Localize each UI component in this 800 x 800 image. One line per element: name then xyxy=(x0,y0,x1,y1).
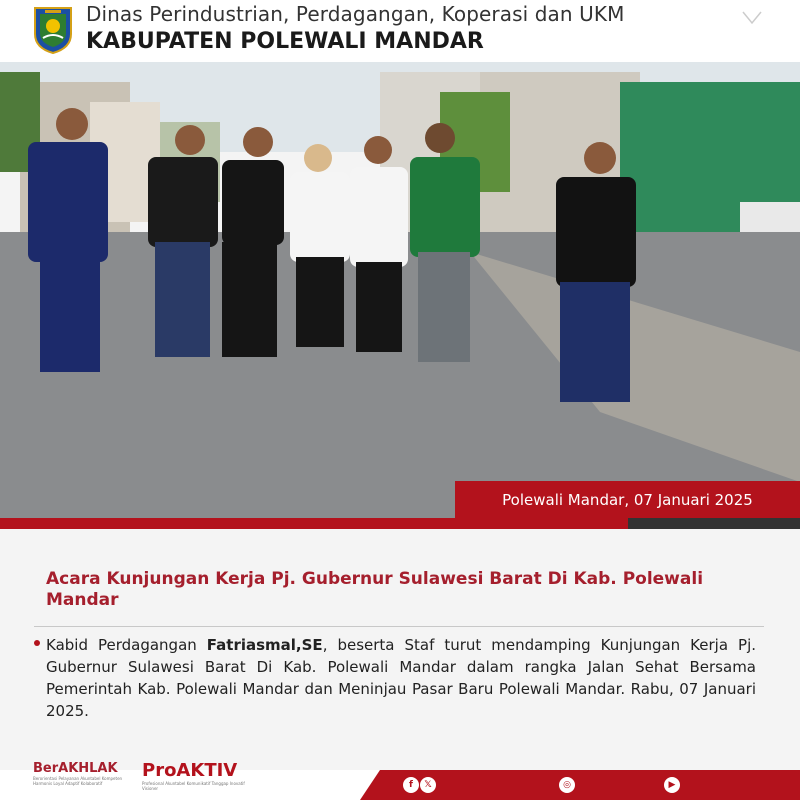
facebook-icon[interactable]: f xyxy=(403,777,419,793)
x-icon[interactable]: 𝕏 xyxy=(420,777,436,793)
berakhlak-label: BerAKHLAK xyxy=(33,761,118,776)
regency-emblem-icon xyxy=(31,6,75,54)
chevron-down-icon xyxy=(741,10,763,26)
article-title: Acara Kunjungan Kerja Pj. Gubernur Sulawesi Barat Di Kab. Polewali Mandar xyxy=(46,569,704,610)
proaktiv-label: ProAKTIV xyxy=(142,760,238,781)
org-title: Dinas Perindustrian, Perdagangan, Koperasi dan UKM xyxy=(86,2,625,26)
org-subtitle: KABUPATEN POLEWALI MANDAR xyxy=(86,29,484,54)
body-text-start: Kabid Perdagangan xyxy=(46,636,207,654)
accent-bar xyxy=(0,518,628,529)
divider xyxy=(34,626,764,627)
youtube-icon[interactable]: ▶ xyxy=(664,777,680,793)
header xyxy=(0,0,800,62)
body-name-bold: Fatriasmal,SE xyxy=(206,636,323,654)
proaktiv-tagline: Profesional Akuntabel Komunikatif Tanggap Inovatif Visioner xyxy=(142,781,245,791)
article-body xyxy=(46,634,756,722)
berakhlak-logo xyxy=(33,761,129,795)
bullet-icon xyxy=(34,640,40,646)
date-caption: Polewali Mandar, 07 Januari 2025 xyxy=(455,481,800,519)
event-photo xyxy=(0,62,800,518)
accent-bar-dark xyxy=(628,518,800,529)
berakhlak-tagline: Berorientasi Pelayanan Akuntabel Kompeten Harmonis Loyal Adaptif Kolaboratif xyxy=(33,776,123,786)
proaktiv-logo xyxy=(142,760,262,796)
instagram-icon[interactable]: ◎ xyxy=(559,777,575,793)
body-text-end: , beserta Staf turut mendamping Kunjungan Kerja Pj. Gubernur Sulawesi Barat Di Kab. Polewali Mandar dalam rangka Jalan Sehat Bersama Pemerintah Kab. Polewali Mandar dan Meninjau Pasar Baru Polewali Mandar. Rabu, 07 Januari 2025. xyxy=(46,636,757,720)
